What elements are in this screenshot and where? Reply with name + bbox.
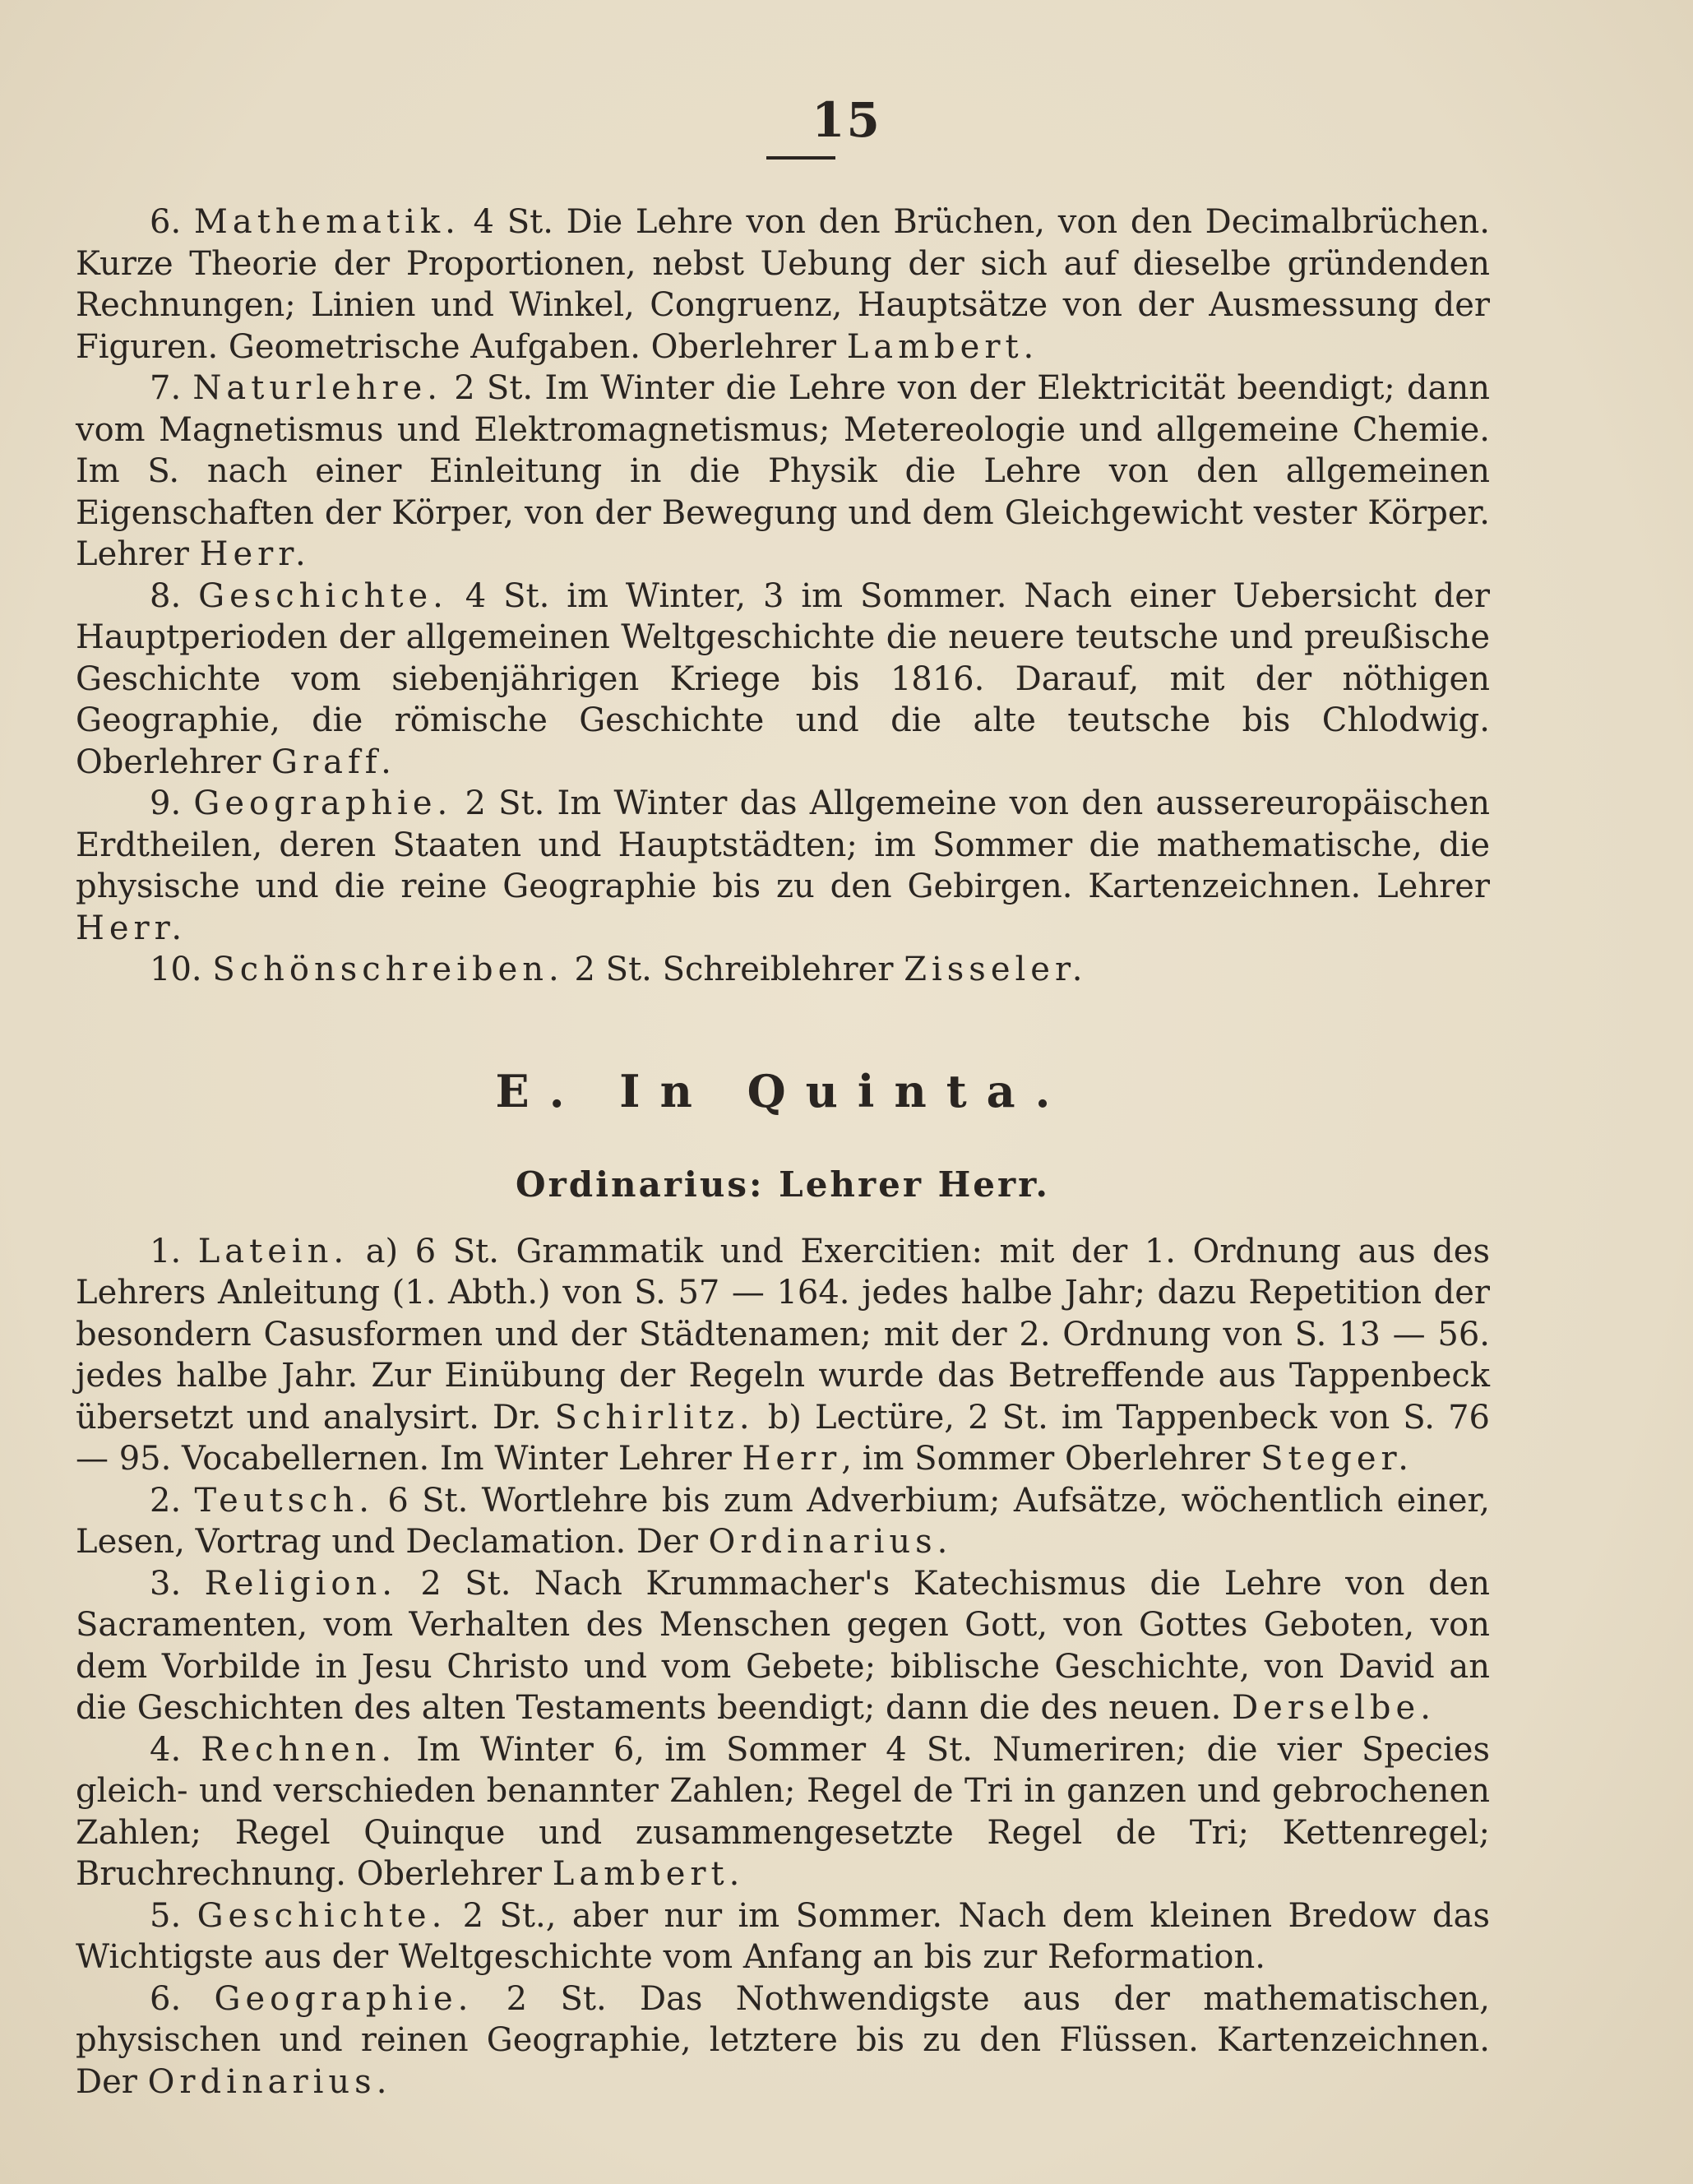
teacher-name: Lambert. [552,1855,745,1893]
subject: Naturlehre. [192,369,442,407]
paragraph-schoenschreiben: 10. Schönschreiben. 2 St. Schreiblehrer Zisseler. [150,951,1088,988]
teacher-name: Lambert. [846,327,1039,366]
subject: Mathematik. [193,203,460,241]
paragraph-latein: 1. Latein. a) 6 St. Grammatik und Exercitien: mit der 1. Ordnung aus des Lehrers Anleitung (1. Abth.) von S. 57 — 164. jedes halbe Jahr; dazu Repetition der besondern Casusformen und der Städtenamen; mit der 2. Ordnung von S. 13 — 56. jedes halbe Jahr. Zur Einübung der Regeln wurde das Betreffende aus Tappenbeck übersetzt und analysirt. Dr. Schirlitz. b) Lectüre, 2 St. im Tappenbeck von S. 76 — 95. Vocabellernen. Im Winter Lehrer Herr, im Sommer Oberlehrer Steger. [76,1232,1490,1478]
paragraph-geschichte: 8. Geschichte. 4 St. im Winter, 3 im Sommer. Nach einer Uebersicht der Hauptperioden der allgemeinen Weltgeschichte die neuere teutsche und preußische Geschichte vom siebenjährigen Kriege bis 1816. Darauf, mit der nöthigen Geographie, die römische Geschichte und die alte teutsche bis Chlodwig. Oberlehrer Graff. [76,576,1490,781]
teacher-name: Derselbe. [1232,1689,1436,1727]
paragraph-geographie: 9. Geographie. 2 St. Im Winter das Allgemeine von den aussereuropäischen Erdtheilen, deren Staaten und Hauptstädten; im Sommer die mathematische, die physische und die reine Geographie bis zu den Gebirgen. Kartenzeichnen. Lehrer Herr. [76,784,1491,947]
teacher-name: Ordinarius. [708,1523,953,1561]
section-heading: E. In Quinta. [495,1064,1071,1117]
body-text [76,201,1490,2103]
page-number-rule [766,156,835,160]
teacher-name: Herr. [199,535,311,573]
page-number: 15 [812,92,881,148]
subject: Geographie. [214,1979,474,2018]
paragraph-mathematik: 6. Mathematik. 4 St. Die Lehre von den Brüchen, von den Decimalbrüchen. Kurze Theorie der Proportionen, nebst Uebung der sich auf dieselbe gründenden Rechnungen; Linien und Winkel, Congruenz, Hauptsätze von der Ausmessung der Figuren. Geometrische Aufgaben. Oberlehrer Lambert. [76,203,1490,366]
subject: Geschichte. [198,576,448,615]
teacher-name: Ordinarius. [147,2062,392,2101]
paragraph-geographie-quinta: 6. Geographie. 2 St. Das Nothwendigste aus der mathematischen, physischen und reinen Geographie, letztere bis zu den Flüssen. Kartenzeichnen. Der Ordinarius. [76,1979,1490,2101]
subject: Rechnen. [201,1730,397,1769]
paragraph-religion: 3. Religion. 2 St. Nach Krummacher's Katechismus die Lehre von den Sacramenten, vom Verhalten des Menschen gegen Gott, von Gottes Geboten, von dem Vorbilde in Jesu Christo und vom Gebete; biblische Geschichte, von David an die Geschichten des alten Testaments beendigt; dann die des neuen. Derselbe. [76,1564,1490,1727]
subject: Geographie. [193,784,453,822]
paragraph-geschichte-quinta: 5. Geschichte. 2 St., aber nur im Sommer. Nach dem kleinen Bredow das Wichtigste aus der Weltgeschichte vom Anfang an bis zur Reformation. [76,1896,1490,1976]
paragraph-teutsch: 2. Teutsch. 6 St. Wortlehre bis zum Adverbium; Aufsätze, wöchentlich einer, Lesen, Vortrag und Declamation. Der Ordinarius. [76,1481,1490,1561]
teacher-name: Steger. [1260,1440,1413,1478]
paragraph-naturlehre: 7. Naturlehre. 2 St. Im Winter die Lehre von der Elektricität beendigt; dann vom Magnetismus und Elektromagnetismus; Metereologie und allgemeine Chemie. Im S. nach einer Einleitung in die Physik die Lehre von den allgemeinen Eigenschaften der Körper, von der Bewegung und dem Gleichgewicht vester Körper. Lehrer Herr. [76,369,1490,573]
teacher-name: Graff. [271,743,396,781]
teacher-name: Herr [742,1440,842,1478]
teacher-name: Herr. [76,909,187,947]
subject: Teutsch. [194,1481,375,1520]
paragraph-rechnen: 4. Rechnen. Im Winter 6, im Sommer 4 St. Numeriren; die vier Species gleich- und verschieden benannter Zahlen; Regel de Tri in ganzen und gebrochenen Zahlen; Regel Quinque und zusammengesetzte Regel de Tri; Kettenregel; Bruchrechnung. Oberlehrer Lambert. [76,1730,1490,1893]
ordinarius-subheading: Ordinarius: Lehrer Herr. [516,1164,1050,1205]
teacher-name: Schirlitz. [554,1398,755,1437]
subject: Schönschreiben. [212,951,564,988]
subject: Latein. [197,1232,349,1270]
teacher-name: Zisseler. [904,951,1088,988]
subject: Geschichte. [197,1896,447,1935]
subject: Religion. [204,1564,397,1603]
